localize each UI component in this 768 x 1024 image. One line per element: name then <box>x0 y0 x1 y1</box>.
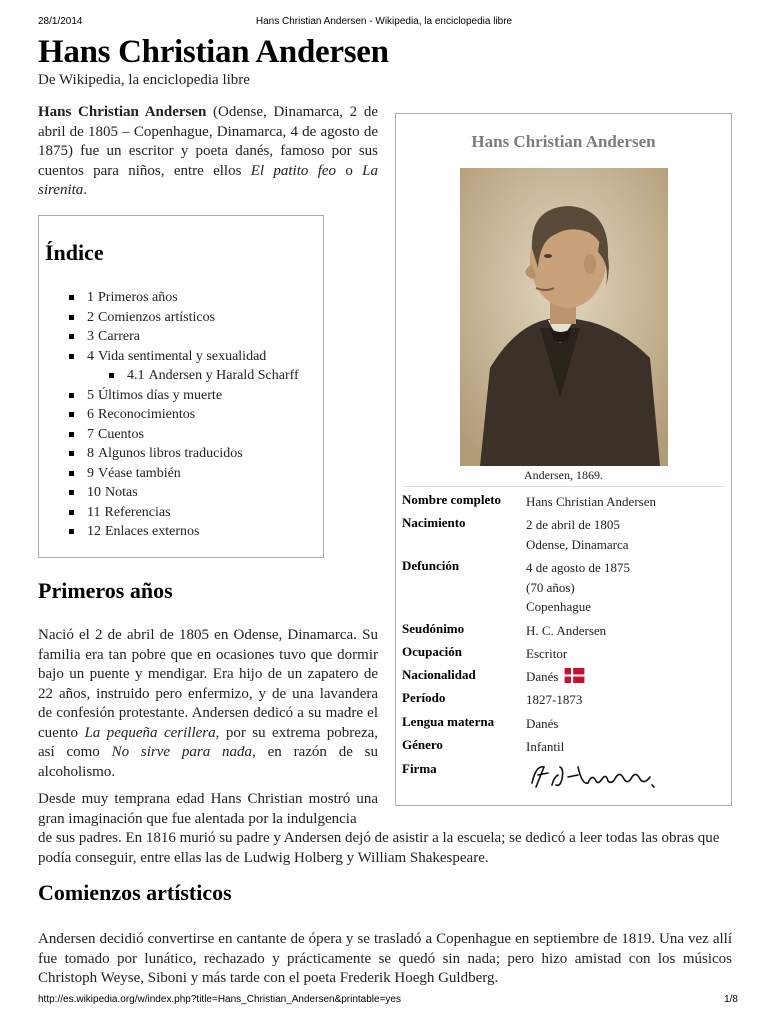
toc-item[interactable] <box>39 347 323 367</box>
paragraph-text: , por su extrema pobreza, así como <box>38 724 379 760</box>
toc-item-label: Algunos libros traducidos <box>98 446 243 461</box>
infobox-label: Período <box>402 690 446 705</box>
toc-item-number: 1 <box>87 290 94 305</box>
infobox-value[interactable]: Danés <box>526 716 559 731</box>
toc-item-label: Referencias <box>104 504 171 520</box>
bullet-icon <box>69 315 74 320</box>
birth-place[interactable]: Odense, Dinamarca <box>526 536 629 552</box>
toc-item-number: 4.1 <box>127 368 145 383</box>
bullet-icon <box>69 510 74 515</box>
table-of-contents <box>38 215 324 558</box>
print-tab-title: Hans Christian Andersen - Wikipedia, la enciclopedia libre <box>255 16 513 27</box>
portrait-illustration <box>460 168 668 466</box>
toc-item-label: Cuentos <box>98 426 144 442</box>
paragraph-comienzos-1: Andersen decidió convertirse en cantante de ópera y se trasladó a Copenhague en septiembre de 1819. Una vez allí fue tomado por lunático, rechazado y prácticamente se quedó sin nada; pero hizo amistad con los músicos Christoph Weyse, Siboni y más tarde con el poeta Frederik Hoegh Guldberg. <box>38 931 732 986</box>
toc-item[interactable] <box>39 288 323 308</box>
paragraph-text: , en razón de su alcoholismo. <box>38 744 378 780</box>
infobox-value <box>526 558 630 617</box>
infobox-label: Nacionalidad <box>402 667 476 682</box>
link-patito-feo[interactable]: El patito feo <box>250 162 337 179</box>
infobox-value: H. C. Andersen <box>526 623 607 638</box>
paragraph-primeros-1 <box>38 626 378 782</box>
death-date[interactable]: 4 de agosto de 1875 <box>526 560 630 575</box>
paragraph-text: Nació el 2 de abril de 1805 en Odense, Dinamarca. Su familia era tan pobre que en ocasiones tuvo que dormir bajo un puente y mendigar. Era hijo de un zapatero de 22 años, instruido pero enfermizo, y de una lavandera de confesión protestante. Andersen dedicó a su madre el cuento <box>38 627 378 741</box>
intro-text: o <box>336 162 363 179</box>
toc-item-label: Véase también <box>98 465 181 481</box>
toc-item-label: Comienzos artísticos <box>98 309 216 325</box>
page-title: Hans Christian Andersen <box>38 34 389 70</box>
infobox-value: Infantil <box>526 739 565 754</box>
toc-item-label: Enlaces externos <box>105 524 200 539</box>
toc-item[interactable] <box>39 405 323 425</box>
infobox-value: Hans Christian Andersen <box>526 494 656 509</box>
toc-item-label: Carrera <box>98 329 140 344</box>
infobox-value: Escritor <box>526 646 568 661</box>
portrait-caption: Andersen, 1869. <box>524 468 603 482</box>
link-no-sirve-para-nada[interactable]: No sirve para nada <box>111 744 253 760</box>
toc-item[interactable] <box>39 308 323 328</box>
bullet-icon <box>69 393 74 398</box>
intro-bold-name: Hans Christian Andersen <box>38 104 207 120</box>
toc-item-label: Vida sentimental y sexualidad <box>98 348 267 364</box>
infobox-label: Defunción <box>402 558 460 573</box>
infobox-value: 1827-1873 <box>526 692 583 707</box>
death-age: (70 años) <box>526 579 575 595</box>
toc-item[interactable] <box>39 522 323 542</box>
toc-item-number: 3 <box>87 329 94 344</box>
section-heading-comienzos: Comienzos artísticos <box>38 880 232 905</box>
toc-subitem[interactable] <box>39 366 323 386</box>
link-la-sirenita[interactable]: La sirenita <box>38 162 378 198</box>
death-place[interactable]: Copenhague <box>526 599 591 614</box>
infobox <box>395 113 732 806</box>
infobox-divider <box>402 486 725 487</box>
nationality-text: Danés <box>526 669 559 684</box>
signature-image[interactable] <box>526 755 666 795</box>
bullet-icon <box>69 295 74 300</box>
toc-item-label: Reconocimientos <box>98 407 196 422</box>
portrait-photo[interactable] <box>460 168 668 466</box>
toc-item-number: 5 <box>87 387 94 403</box>
bullet-icon <box>69 529 74 534</box>
toc-item[interactable] <box>39 425 323 445</box>
print-url: http://es.wikipedia.org/w/index.php?title=Hans_Christian_Andersen&printable=yes <box>38 994 401 1005</box>
paragraph-primeros-2a: Desde muy temprana edad Hans Christian mostró una gran imaginación que fue alentada por la indulgencia <box>38 791 378 827</box>
infobox-value <box>526 667 586 687</box>
toc-item[interactable] <box>39 327 323 347</box>
toc-item-number: 11 <box>87 504 101 520</box>
infobox-label: Lengua materna <box>402 714 495 729</box>
bullet-icon <box>69 432 74 437</box>
print-footer <box>0 994 768 1008</box>
infobox-value <box>526 515 629 554</box>
section-heading-primeros: Primeros años <box>38 578 173 603</box>
toc-list <box>39 288 323 542</box>
infobox-label: Firma <box>402 761 437 776</box>
toc-item[interactable] <box>39 503 323 523</box>
toc-item-number: 9 <box>87 465 94 481</box>
toc-item-number: 8 <box>87 446 94 461</box>
print-header <box>0 16 768 30</box>
bullet-icon <box>109 373 114 378</box>
link-pequena-cerillera[interactable]: La pequeña cerillera <box>84 724 216 741</box>
infobox-label: Nombre completo <box>402 492 502 507</box>
intro-paragraph <box>38 103 378 201</box>
infobox-label: Género <box>402 737 443 752</box>
paragraph-primeros-2b: de sus padres. En 1816 murió su padre y Andersen dejó de asistir a la escuela; se dedicó a leer todas las obras que podía conseguir, entre ellas las de Ludwig Holberg y William Shakespeare. <box>38 830 720 866</box>
bullet-icon <box>69 334 74 339</box>
print-date: 28/1/2014 <box>38 16 83 27</box>
bullet-icon <box>69 451 74 456</box>
infobox-label: Ocupación <box>402 644 462 659</box>
toc-item[interactable] <box>39 386 323 406</box>
page-subtitle: De Wikipedia, la enciclopedia libre <box>38 72 250 88</box>
bullet-icon <box>69 354 74 359</box>
toc-item-label: Últimos días y muerte <box>98 387 223 403</box>
intro-text: (Odense, Dinamarca, 2 de abril de 1805 – Copenhague, Dinamarca, 4 de agosto de 1875) fue un escritor y poeta danés, famoso por sus cuentos para niños, entre ellos <box>38 104 378 179</box>
intro-text: . <box>83 182 88 198</box>
toc-item[interactable] <box>39 483 323 503</box>
denmark-flag-icon[interactable] <box>563 668 586 683</box>
toc-item-number: 7 <box>87 426 94 442</box>
toc-item-label: Andersen y Harald Scharff <box>148 368 299 383</box>
toc-item-number: 2 <box>87 309 94 325</box>
infobox-label: Seudónimo <box>402 621 465 636</box>
toc-item-number: 4 <box>87 348 94 364</box>
bullet-icon <box>69 490 74 495</box>
print-page-number: 1/8 <box>724 994 738 1005</box>
infobox-title: Hans Christian Andersen <box>471 132 656 151</box>
birth-date[interactable]: 2 de abril de 1805 <box>526 517 620 532</box>
toc-item-label: Notas <box>105 485 138 500</box>
bullet-icon <box>69 412 74 417</box>
toc-item-number: 12 <box>87 524 101 539</box>
toc-item[interactable] <box>39 464 323 484</box>
toc-item-number: 6 <box>87 407 94 422</box>
toc-item-number: 10 <box>87 485 101 500</box>
toc-item-label: Primeros años <box>98 290 178 305</box>
toc-title: Índice <box>45 240 104 265</box>
bullet-icon <box>69 471 74 476</box>
infobox-label: Nacimiento <box>402 515 466 530</box>
toc-item[interactable] <box>39 444 323 464</box>
